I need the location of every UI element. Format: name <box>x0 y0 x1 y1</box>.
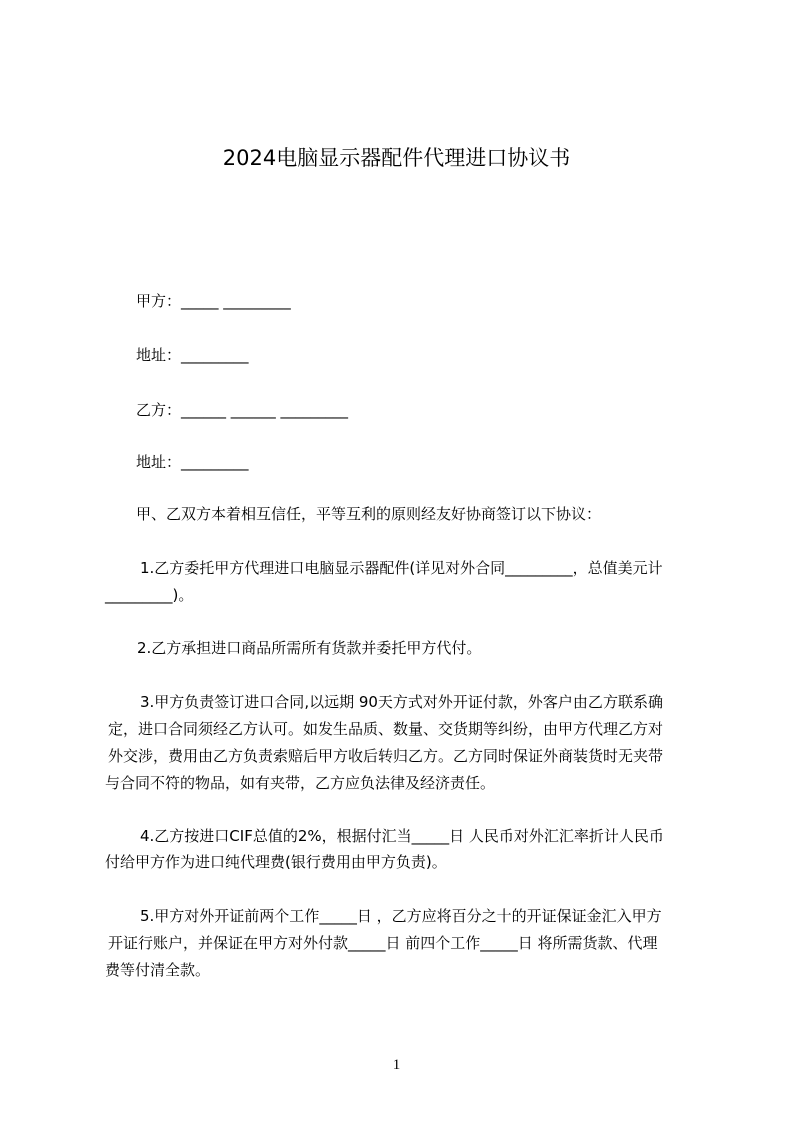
page-number: 1 <box>392 1057 401 1073</box>
clause-4-line-2: 付给甲方作为进口纯代理费(银行费用由甲方负责)。 <box>105 853 447 871</box>
clause-5-line-3: 费等付清全款。 <box>105 961 211 979</box>
intro-paragraph: 甲、乙双方本着相互信任，平等互利的原则经友好协商签订以下协议： <box>136 505 602 523</box>
party-a-line: 甲方：_____ _________ <box>136 292 291 310</box>
party-b-line: 乙方：______ ______ _________ <box>136 401 349 419</box>
clause-1-line-2: _________)。 <box>105 586 194 604</box>
address-b-line: 地址：_________ <box>136 453 249 471</box>
clause-3-line-1: 3.甲方负责签订进口合同,以远期 90天方式对外开证付款，外客户由乙方联系确 <box>140 693 663 711</box>
clause-3-line-3: 外交涉，费用由乙方负责索赔后甲方收后转归乙方。乙方同时保证外商装货时无夹带 <box>108 747 664 765</box>
clause-1-line-1: 1.乙方委托甲方代理进口电脑显示器配件(详见对外合同_________，总值美元计 <box>140 559 663 577</box>
clause-2-line-1: 2.乙方承担进口商品所需所有货款并委托甲方代付。 <box>137 639 482 657</box>
clause-4-line-1: 4.乙方按进口CIF总值的2%，根据付汇当_____日 人民币对外汇汇率折计人民币 <box>140 827 664 845</box>
clause-5-line-2: 开证行账户，并保证在甲方对外付款_____日 前四个工作_____日 将所需货款、代理 <box>108 934 658 952</box>
address-a-line: 地址：_________ <box>136 346 249 364</box>
document-title: 2024电脑显示器配件代理进口协议书 <box>222 146 571 170</box>
clause-3-line-2: 定，进口合同须经乙方认可。如发生品质、数量、交货期等纠纷，由甲方代理乙方对 <box>108 720 664 738</box>
clause-3-line-4: 与合同不符的物品，如有夹带，乙方应负法律及经济责任。 <box>105 774 496 792</box>
clause-5-line-1: 5.甲方对外开证前两个工作_____日 ，乙方应将百分之十的开证保证金汇入甲方 <box>140 907 662 925</box>
